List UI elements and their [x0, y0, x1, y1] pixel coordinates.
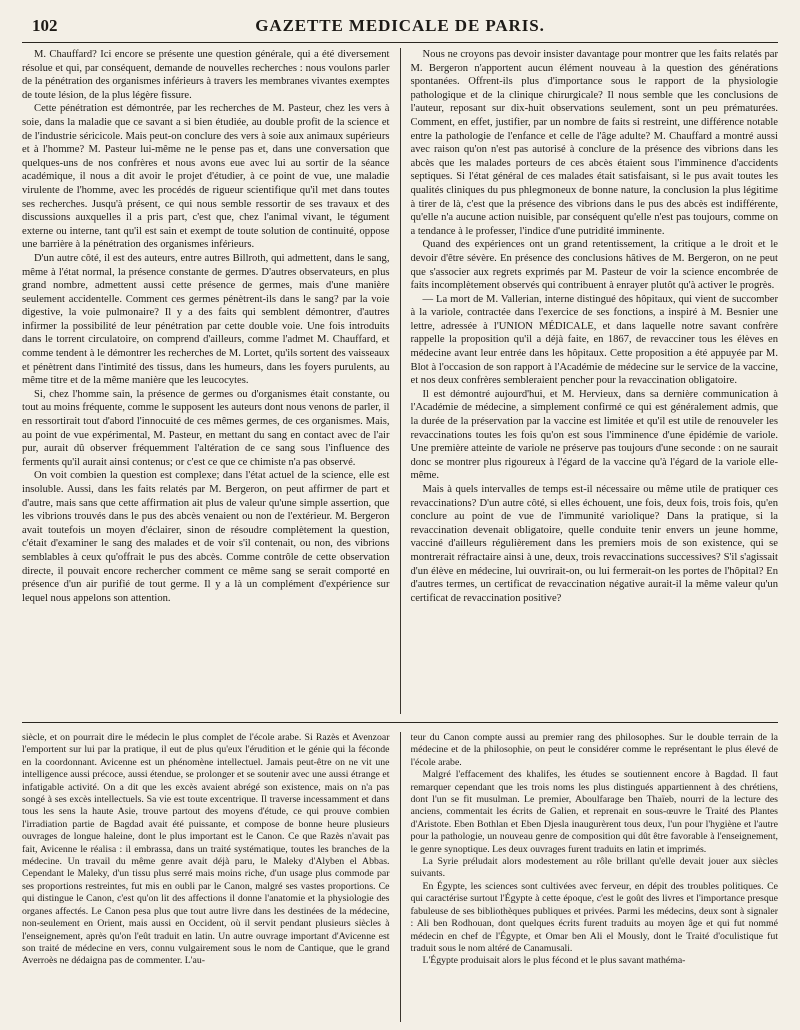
paragraph: Si, chez l'homme sain, la présence de germes ou d'organismes était constante, ou tout au moins fréquente, comme le supposent les auteurs dont nous venons de parler, il en ressortirait tout d'abord l'innocuité de ces mêmes germes, de ces organismes. Mais, au point de vue expérimental, M. Pasteur, en mettant du sang en contact avec de l'air pur, aurait dû observer fréquemment l'altération de ce sang sous l'influence des ferments qu'il aurait ainsi contenus; or c'est ce que ce chimiste n'a pas observé.	[22, 388, 390, 468]
top-right-column	[411, 48, 779, 714]
paragraph: teur du Canon compte aussi au premier rang des philosophes. Sur le double terrain de la médecine et de la philosophie, on peut le considérer comme le représentant le plus élevé de l'école arabe.	[410, 732, 778, 768]
paragraph: — La mort de M. Vallerian, interne distingué des hôpitaux, qui vient de succomber à la variole, contractée dans l'exercice de ses fonctions, a inspiré à M. Besnier une lettre, adressée à l'UNION MÉDICALE, et dans laquelle notre savant confrère rappelle la proposition qu'il a déjà faite, en 1867, de revacciner tous les élèves en médecine avant leur entrée dans les hôpitaux. Cette proposition a été appuyée par M. Blot à l'occasion de son rapport à l'Académie de médecine sur le service de la vaccine, et nos deux confrères sembleraient pencher pour la revaccination obligatoire.	[410, 293, 778, 387]
column-divider	[400, 732, 401, 1022]
top-left-column	[22, 48, 390, 714]
feuilleton	[22, 732, 778, 1022]
paragraph: On voit combien la question est complexe; dans l'état actuel de la science, elle est insoluble. Aussi, dans les faits relatés par M. Bergeron, on peut affirmer de part et d'autre, mais sans que cette affirmation ait plus de valeur qu'une simple assertion, que les vibrions trouvés dans le pus des abcès venaient ou non de l'extérieur. M. Bergeron avait toutefois un moyen d'éclairer, sinon de résoudre complètement la question, c'était d'examiner le sang des malades et de voir s'il contenait, ou non, des vibrions semblables à ceux qu'offrait le pus des abcès. Comme contrôle de cette observation directe, il pouvait encore rechercher comment ce même sang se serait comporté en présence d'un air purifié de tout germe. Il y a là un complément d'expérience sur lequel nous appelons son attention.	[22, 470, 390, 604]
paragraph: La Syrie préludait alors modestement au rôle brillant qu'elle devait jouer aux siècles suivants.	[410, 856, 778, 880]
paragraph: Malgré l'effacement des khalifes, les études se soutiennent encore à Bagdad. Il faut remarquer cependant que les trois noms les plus distingués appartiennent à des chrétiens, dont l'un se fit musulman. Le premier, Aboulfarage ben Thaïeb, nourri de la lecture des anciens, commentait les écrits de Galien, et reprenait en sous-œuvre le Traité des Plantes d'Aristote. Eben Bothlan et Eben Djesla inaugurèrent tous deux, l'un pour l'hygiène et l'autre pour la pathologie, un nouveau genre de composition qui dût être favorable à l'enseignement, le genre synoptique. Les deux ouvrages furent traduits en latin et imprimés.	[410, 769, 778, 855]
paragraph: Nous ne croyons pas devoir insister davantage pour montrer que les faits relatés par M. Bergeron n'apportent aucun élément nouveau à la question des générations spontanées. Offrent-ils plus d'importance sous le rapport de la physiologie pathologique et de la clinique chirurgicale? Il nous semble que les conclusions de l'auteur, reposant sur dix-huit observations seulement, sont un peu prématurées. Comment, en effet, justifier, par un nombre de faits si restreint, une différence notable entre la pathologie de l'enfance et celle de l'âge adulte? M. Chauffard a montré aussi avec raison qu'on n'est pas autorisé à conclure de la présence des vibrions dans les abcès que les malades porteurs de ces abcès étaient sous l'imminence d'accidents septiques. Si l'état général de ces malades était satisfaisant, si le pus avait toutes les qualités cliniques du pus phlegmoneux de bonne nature, la conclusion la plus légitime à tirer de là, c'est que la présence des vibrions dans le pus des abcès est indifférente, qu'elle n'a aucune action nuisible, par conséquent qu'elle n'est pas toujours, comme on a tendance à le professer, l'indice d'une putridité imminente.	[410, 49, 778, 237]
column-divider	[400, 48, 401, 714]
paragraph: Il est démontré aujourd'hui, et M. Hervieux, dans sa dernière communication à l'Académie de médecine, a simplement confirmé ce qui est généralement admis, que la durée de la préservation par la vaccine est limitée et qu'il est utile de renouveler les revaccinations toutes les fois qu'on est sous l'imminence d'une épidémie de variole. Une première atteinte de variole ne préserve pas toujours d'une seconde : on ne saurait donc se montrer plus rigoureux à l'égard de la vaccine qu'à l'égard de la variole elle-même.	[410, 388, 778, 482]
paragraph: Cette pénétration est démontrée, par les recherches de M. Pasteur, chez les vers à soie, dans la maladie que ce savant a si bien étudiée, au double profit de la science et de l'industrie séricicole. Mais peut-on conclure des vers à soie aux animaux supérieurs et à l'homme? M. Pasteur lui-même ne le pense pas et, dans une conversation que quelques-uns de nos confrères et nous avons eue avec lui au sortir de la séance académique, il nous a dit avoir le projet d'étudier, à ce point de vue, une maladie virulente de l'homme, avec les procédés de rigueur scientifique qu'il met dans toutes ses recherches. Jusqu'à présent, ce qui nous semble ressortir de ses travaux et des discussions auxquelles il a pris part, c'est que, chez l'animal vivant, le tégument externe ou interne, tant qu'il est sain et exempt de toute solution de continuité, oppose une barrière à la pénétration des organismes inférieurs.	[22, 103, 390, 251]
main-article	[22, 48, 778, 714]
section-divider	[22, 722, 778, 723]
bottom-left-column	[22, 732, 390, 1022]
bottom-right-column	[411, 732, 779, 1022]
page-header	[22, 12, 778, 43]
paragraph: Mais à quels intervalles de temps est-il nécessaire ou même utile de pratiquer ces revaccinations? D'un autre côté, si elles échouent, une fois, deux fois, trois fois, qu'en conclure au point de vue de l'immunité variolique? Dans la pratique, si la revaccination devenait obligatoire, quelle conduite tenir envers un jeune homme, vacciné d'ailleurs régulièrement dans les premiers mois de son existence, qui se montrerait réfractaire ainsi à une, deux, trois revaccinations successives? S'il s'agissait d'un élève en médecine, lui ouvrirait-on, ou lui fermerait-on les portes de l'hôpital? En d'autres termes, un certificat de revaccination négative aurait-il la même valeur qu'un certificat de revaccination positive?	[410, 484, 778, 604]
page-number: 102	[32, 16, 58, 35]
paragraph: L'Égypte produisait alors le plus fécond et le plus savant mathéma-	[422, 955, 686, 967]
paragraph: En Égypte, les sciences sont cultivées avec ferveur, en dépit des troubles politiques. Ce qui caractérise surtout l'Égypte à cette époque, c'est le goût des livres et l'importance presque fabuleuse de ses bibliothèques publiques et privées. Parmi les médecins, deux sont à signaler : Ali ben Rodhouan, dont quelques écrits furent traduits au moyen âge et qui fut nommé médecin en chef de l'Égypte, et Omar ben Ali el Mously, dont le Traité d'oculistique fut traduit sous le nom altéré de Canamusali.	[410, 880, 778, 954]
paragraph: D'un autre côté, il est des auteurs, entre autres Billroth, qui admettent, dans le sang, même à l'état normal, la présence constante de germes. D'autres observateurs, en plus grand nombre, admettent aussi cette présence de germes, mais d'une manière seulement accidentelle. Comment ces germes pénètrent-ils dans le sang? par la voie digestive, la voie pulmonaire? Il y a des faits qui semblent démontrer, d'autres infirmer la possibilité de leur pénétration par cette double voie. Une fois introduits dans le torrent circulatoire, on comprend d'ailleurs, comme l'admet M. Chauffard, et comme tendent à le démontrer les recherches de M. Lortet, qu'ils sortent des vaisseaux et pénètrent dans l'intimité des tissus, dans les humeurs, dans les foyers purulents, au même titre et de la même manière que les leucocytes.	[22, 252, 390, 387]
paragraph: M. Chauffard? Ici encore se présente une question générale, qui a été diversement résolue et qui, par conséquent, demande de nouvelles recherches : nous voulons parler de la pénétration des organismes inférieurs à travers les membranes vivantes exemptes de toute lésion, de la plus légère fissure.	[22, 49, 390, 101]
paragraph: Quand des expériences ont un grand retentissement, la critique a le droit et le devoir d'être sévère. En présence des conclusions hâtives de M. Bergeron, on ne peut que s'associer aux regrets exprimés par M. Pasteur de voir la science encombrée de faits incomplètement observés qui contribuent à enrayer plutôt qu'à activer le progrès.	[410, 239, 778, 292]
paragraph: siècle, et on pourrait dire le médecin le plus complet de l'école arabe. Si Razès et Avenzoar l'emportent sur lui par la pratique, il eut de plus qu'eux l'érudition et le génie qui la féconde en la coordonnant. Avicenne est un phénomène intellectuel. Jamais peut-être on ne vit une intelligence aussi précoce, aussi étendue, se prolonger et se soutenir avec une aussi étrange et infatigable activité. On a dit que les excès avaient abrégé son existence, mais on n'a pas songé à ses excès intellectuels. Sa vie est toute excentrique. Il traverse incessamment et dans tous les sens la haute Asie, trouve partout des moyens d'étude, ce qui prouve combien l'irradiation partie de Bagdad avait été puissante, et compose de bonne heure plusieurs ouvrages de longue haleine, dont le plus important est le Canon. Ce que Razès n'avait pas fait, Avicenne le réalisa : il embrassa, dans un traité systématique, toutes les branches de la médecine. Un travail du même genre avait déjà paru, le Maleky d'Alyben el Abbas. Cependant le Maleky, d'un tissu plus serré mais moins riche, d'un usage plus commode par ses proportions restreintes, fut mis en oubli par le Canon, malgré ses vastes proportions. Ce qui distingue le Canon, c'est qu'on lit des affections il donne l'anatomie et la physiologie des organes affectés. Le Canon pesa plus que tout autre livre dans les destinées de la médecine, non-seulement en Orient, mais aussi en Occident, où il servit pendant plusieurs siècles à l'enseignement, après qu'on l'eût traduit en latin. Un autre ouvrage important d'Avicenne est son traité de médecine en vers, connu vulgairement sous le nom de Cantique, que le grand Averroès ne dédaigna pas de commenter. L'au-	[22, 732, 390, 967]
running-title: GAZETTE MEDICALE DE PARIS.	[255, 16, 545, 35]
